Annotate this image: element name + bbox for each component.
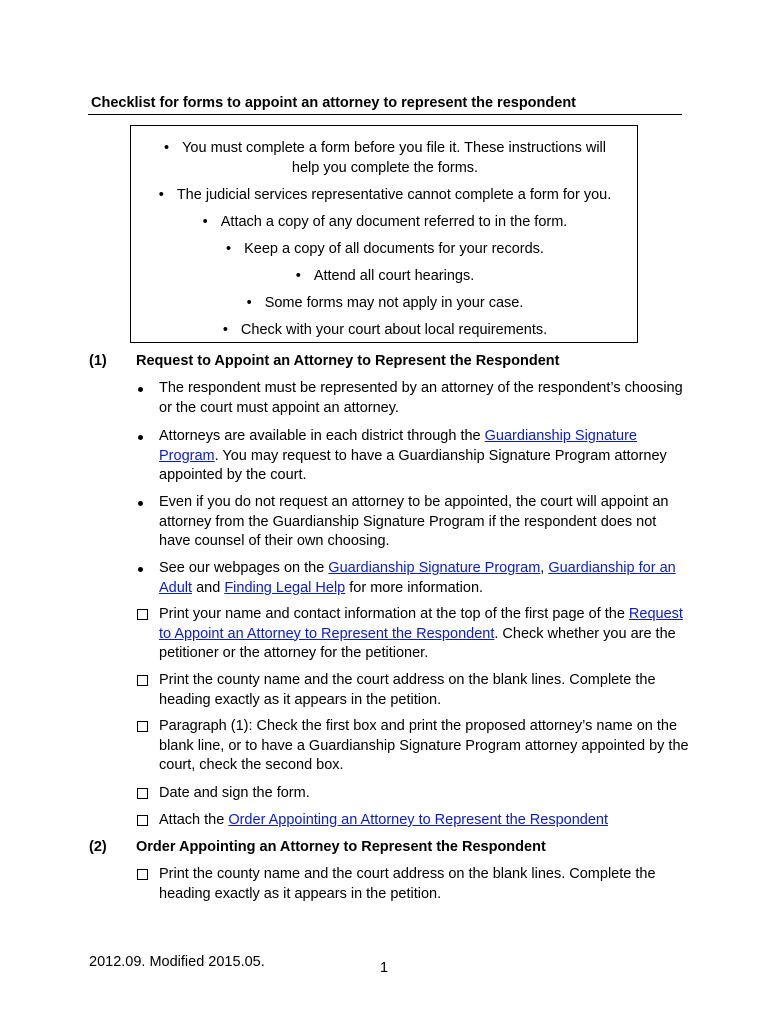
notice-bullet-2: • The judicial services representative cannot complete a form for you. — [158, 187, 612, 203]
guardianship-signature-program-link[interactable]: Guardianship Signature Program — [159, 428, 637, 464]
request-form-link[interactable]: Request to Appoint an Attorney to Represent the Respondent — [159, 606, 683, 642]
guardianship-for-an-adult-link[interactable]: Guardianship for an Adult — [159, 560, 676, 596]
page-title: Checklist for forms to appoint an attorney to represent the respondent — [91, 95, 577, 111]
finding-legal-help-link[interactable]: Finding Legal Help — [224, 579, 346, 596]
title-underline — [88, 114, 682, 115]
footer-version: 2012.09. Modified 2015.05. — [89, 954, 265, 970]
checkbox-icon — [137, 609, 148, 620]
notice-bullet-6: • Some forms may not apply in your case. — [246, 295, 524, 311]
checkbox-icon — [137, 675, 148, 686]
section-2-title: Order Appointing an Attorney to Represent the Respondent — [136, 839, 546, 855]
checkbox-icon — [137, 788, 148, 799]
page-number: 1 — [380, 960, 389, 976]
order-form-link[interactable]: Order Appointing an Attorney to Represent the Respondent — [228, 812, 608, 828]
notice-bullet-1-cont: help you complete the forms. — [291, 160, 479, 176]
section-1-title: Request to Appoint an Attorney to Represent the Respondent — [136, 353, 560, 369]
instructions-box — [130, 125, 638, 343]
notice-bullet-1: • You must complete a form before you file it. These instructions will — [164, 140, 606, 156]
section-2-number: (2) — [89, 839, 107, 855]
section-1-number: (1) — [89, 353, 107, 369]
bullet-icon — [138, 501, 143, 506]
bullet-icon — [138, 387, 143, 392]
checkbox-icon — [137, 869, 148, 880]
bullet-icon — [138, 567, 143, 572]
notice-bullet-5: • Attend all court hearings. — [295, 268, 475, 284]
notice-bullet-4: • Keep a copy of all documents for your records. — [226, 241, 544, 257]
bullet-icon — [138, 435, 143, 440]
checkbox-icon — [137, 815, 148, 826]
guardianship-signature-program-webpage-link[interactable]: Guardianship Signature Program — [328, 560, 541, 576]
notice-bullet-3: • Attach a copy of any document referred to in the form. — [202, 214, 568, 230]
notice-bullet-7: • Check with your court about local requirements. — [222, 322, 548, 338]
checkbox-icon — [137, 721, 148, 732]
